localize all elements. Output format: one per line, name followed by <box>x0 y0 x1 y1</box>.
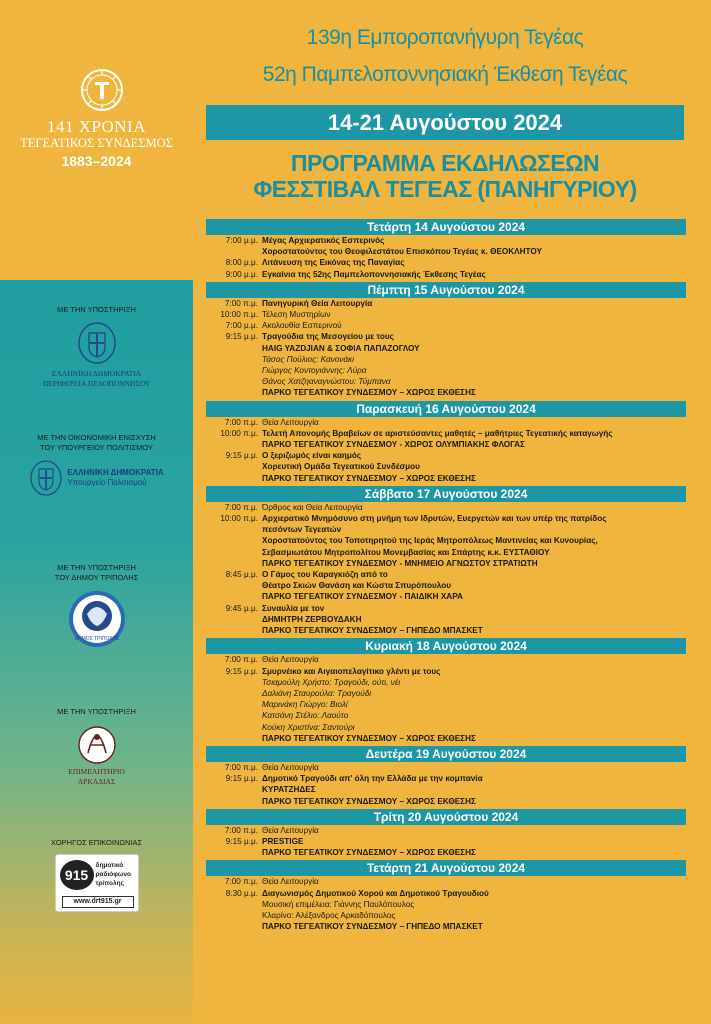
event-row <box>206 513 686 569</box>
event-line: Μουσική επιμέλεια: Γιάννης Παυλόπουλος <box>262 899 415 909</box>
event-time: 10:00 π.μ. <box>220 428 258 438</box>
festival-dates: 14-21 Αυγούστου 2024 <box>206 105 684 140</box>
event-line: Αρχιερατικό Μνημόσυνο στη μνήμη των Ιδρυτών, Ευεργετών και των υπέρ της πατρίδος <box>262 514 607 524</box>
event-details <box>262 773 686 807</box>
event-details <box>262 298 686 309</box>
event-time: 7:00 π.μ. <box>224 762 258 772</box>
event-time: 7:00 π.μ. <box>224 298 258 308</box>
sponsor-label: ΤΟΥ ΥΠΟΥΡΓΕΙΟΥ ΠΟΛΙΤΙΣΜΟΥ <box>40 443 153 453</box>
brand-years: 141 ΧΡΟΝΙΑ <box>47 117 146 136</box>
event-row <box>206 269 686 280</box>
event-line: HAIG YAZDJIAN & ΣΟΦΙΑ ΠΑΠΑΖΟΓΛΟΥ <box>262 343 420 353</box>
day-header: Τετάρτη 14 Αυγούστου 2024 <box>206 219 686 235</box>
arcadia-chamber-logo-icon <box>76 725 118 765</box>
event-time: 7:00 π.μ. <box>224 825 258 835</box>
greek-coat-of-arms-icon <box>77 321 117 365</box>
event-line: Θεία Λειτουργία <box>262 417 319 427</box>
event-line: ΠΑΡΚΟ ΤΕΓΕΑΤΙΚΟΥ ΣΥΝΔΕΣΜΟΥ – ΧΩΡΟΣ ΕΚΘΕΣΗΣ <box>262 388 476 398</box>
event-row <box>206 450 686 484</box>
radio-name: δημοτικό ραδιόφωνο τρίπολης <box>95 862 131 888</box>
event-time: 10:00 π.μ. <box>220 310 258 320</box>
event-line: Κλαρίνο: Αλέξανδρος Αρκαδόπουλος <box>262 910 396 920</box>
event-line: ΠΑΡΚΟ ΤΕΓΕΑΤΙΚΟΥ ΣΥΝΔΕΣΜΟΥ - ΜΝΗΜΕΙΟ ΑΓΝΩΣΤΟΥ ΣΤΡΑΤΙΩΤΗ <box>262 558 538 568</box>
event-line: Γιώργος Κοντογιάννης: Λύρα <box>262 366 367 376</box>
event-row <box>206 309 686 320</box>
event-time: 8:30 μ.μ. <box>225 888 258 898</box>
event-details <box>262 450 686 484</box>
event-row <box>206 235 686 257</box>
tegea-association-logo-icon <box>80 68 124 112</box>
day-header: Τετάρτη 21 Αυγούστου 2024 <box>206 860 686 876</box>
sidebar <box>0 0 193 1024</box>
emblem-text: ΔΗΜΟΣ ΤΡΙΠΟΛΗΣ <box>74 636 119 643</box>
sponsor-sub: ΕΠΙΜΕΛΗΤΗΡΙΟ <box>68 767 125 777</box>
program-subheading: ΦΕΣΣΤΙΒΑΛ ΤΕΓΕΑΣ (ΠΑΝΗΓΥΡΙΟΥ) <box>253 176 637 202</box>
event-row <box>206 836 686 858</box>
event-time: 8:45 μ.μ. <box>225 570 258 580</box>
event-line: Κατσάνη Στέλιο: Λαούτο <box>262 711 349 721</box>
event-details <box>262 257 686 268</box>
event-line: Τσιαμούλη Χρήστο: Τραγούδι, ούτι, νέι <box>262 677 401 687</box>
event-time: 7:00 π.μ. <box>224 502 258 512</box>
event-time: 9:15 μ.μ. <box>225 332 258 342</box>
event-line: Εγκαίνια της 52ης Παμπελοποννησιακής Έκθεσης Τεγέας <box>262 269 486 279</box>
event-details <box>262 569 686 603</box>
event-details <box>262 825 686 836</box>
event-line: Όρθρος και Θεία Λειτουργία <box>262 502 363 512</box>
event-time: 7:00 μ.μ. <box>225 236 258 245</box>
event-time: 9:45 μ.μ. <box>225 603 258 613</box>
event-details <box>262 502 686 513</box>
day-header: Δευτέρα 19 Αυγούστου 2024 <box>206 746 686 762</box>
day-header: Τρίτη 20 Αυγούστου 2024 <box>206 809 686 825</box>
event-details <box>262 762 686 773</box>
event-line: ΠΑΡΚΟ ΤΕΓΕΑΤΙΚΟΥ ΣΥΝΔΕΣΜΟΥ – ΧΩΡΟΣ ΕΚΘΕΣΗΣ <box>262 473 476 483</box>
event-line: Συναυλία με τον <box>262 603 325 613</box>
sponsor-label: ΜΕ ΤΗΝ ΥΠΟΣΤΗΡΙΞΗ <box>57 707 136 716</box>
sponsor-label: ΤΟΥ ΔΗΜΟΥ ΤΡΙΠΟΛΗΣ <box>54 573 139 583</box>
sponsor-label: ΜΕ ΤΗΝ ΥΠΟΣΤΗΡΙΞΗ <box>57 305 136 314</box>
event-line: Θεία Λειτουργία <box>262 825 319 835</box>
event-row <box>206 569 686 603</box>
event-details <box>262 428 686 450</box>
event-line: ΔΗΜΗΤΡΗ ΖΕΡΒΟΥΔΑΚΗ <box>262 614 362 624</box>
event-line: Σεβασμιωτάτου Μητροπολίτου Μονεμβασίας και Σπάρτης κ.κ. ΕΥΣΤΑΘΙΟΥ <box>262 547 550 557</box>
event-line: ΚΥΡΑΤΖΗΔΕΣ <box>262 785 316 795</box>
festival-title: 139η Εμποροπανήγυρη Τεγέας <box>306 26 584 49</box>
event-line: Θέατρο Σκιών Θανάση και Κώστα Σπυρόπουλου <box>262 581 451 591</box>
event-row <box>206 502 686 513</box>
event-time: 9:00 μ.μ. <box>225 269 258 279</box>
sponsor-label: ΜΕ ΤΗΝ ΥΠΟΣΤΗΡΙΞΗ <box>57 563 136 572</box>
event-row <box>206 603 686 637</box>
event-time: 9:15 μ.μ. <box>225 451 258 461</box>
event-line: Δαλιάνη Σταυρούλα: Τραγούδι <box>262 688 372 698</box>
event-line: Θεία Λειτουργία <box>262 762 319 772</box>
event-line: Τραγούδια της Μεσογείου με τους <box>262 332 394 342</box>
event-line: ΠΑΡΚΟ ΤΕΓΕΑΤΙΚΟΥ ΣΥΝΔΕΣΜΟΥ – ΧΩΡΟΣ ΕΚΘΕΣΗΣ <box>262 796 476 806</box>
event-line: Λιτάνευση της Εικόνας της Παναγίας <box>262 258 405 268</box>
event-row <box>206 666 686 744</box>
sponsor-label: ΜΕ ΤΗΝ ΟΙΚΟΝΟΜΙΚΗ ΕΝΙΣΧΥΣΗ <box>37 433 156 442</box>
event-details <box>262 666 686 744</box>
event-line: Διαγωνισμός Δημοτικού Χορού και Δημοτικού Τραγουδιού <box>262 888 489 898</box>
event-line: ΠΑΡΚΟ ΤΕΓΕΑΤΙΚΟΥ ΣΥΝΔΕΣΜΟΥ – ΓΗΠΕΔΟ ΜΠΑΣΚΕΤ <box>262 922 483 932</box>
event-line: ΠΑΡΚΟ ΤΕΓΕΑΤΙΚΟΥ ΣΥΝΔΕΣΜΟΥ – ΧΩΡΟΣ ΕΚΘΕΣΗΣ <box>262 848 476 858</box>
event-time: 8:00 μ.μ. <box>225 258 258 268</box>
event-details <box>262 876 686 887</box>
sponsor-sub: ΠΕΡΙΦΕΡΕΙΑ ΠΕΛΟΠΟΝΝΗΣΟΥ <box>42 378 151 388</box>
brand-dates: 1883–2024 <box>61 153 132 169</box>
event-details <box>262 513 686 569</box>
sponsor-radio-915 <box>0 838 193 912</box>
day-header: Πέμπτη 15 Αυγούστου 2024 <box>206 282 686 298</box>
event-details <box>262 654 686 665</box>
event-row <box>206 298 686 309</box>
event-line: Χοροστατούντος του Θεοφιλεστάτου Επισκόπου Τεγέας κ. ΘΕΟΚΛΗΤΟΥ <box>262 247 543 257</box>
exhibition-title: 52η Παμπελοποννησιακή Έκθεση Τεγέας <box>262 63 628 86</box>
event-line: Τέλεση Μυστηρίων <box>262 310 331 320</box>
event-line: Ο ξεριζωμός είναι καημός <box>262 451 362 461</box>
event-details <box>262 320 686 331</box>
day-header: Παρασκευή 16 Αυγούστου 2024 <box>206 401 686 417</box>
day-header: Σάββατο 17 Αυγούστου 2024 <box>206 486 686 502</box>
event-row <box>206 428 686 450</box>
event-details <box>262 309 686 320</box>
event-time: 7:00 π.μ. <box>224 655 258 665</box>
event-details <box>262 888 686 933</box>
event-line: ΠΑΡΚΟ ΤΕΓΕΑΤΙΚΟΥ ΣΥΝΔΕΣΜΟΥ - ΧΩΡΟΣ ΟΛΥΜΠΙΑΚΗΣ ΦΛΟΓΑΣ <box>262 440 525 450</box>
event-line: Χοροστατούντος του Τοποτηρητού της Ιεράς Μητροπόλεως Μαντινείας και Κυνουρίας, <box>262 536 598 546</box>
sponsor-sub: Υπουργείο Πολιτισμού <box>67 478 147 488</box>
sponsor-arcadia-chamber <box>0 707 193 787</box>
event-line: Δημοτικό Τραγούδι απ' όλη την Ελλάδα με την κομπανία <box>262 774 483 784</box>
event-details <box>262 603 686 637</box>
event-line: Κούκη Χριστίνα: Σαντούρι <box>262 722 355 732</box>
event-details <box>262 331 686 398</box>
day-header: Κυριακή 18 Αυγούστου 2024 <box>206 638 686 654</box>
event-details <box>262 417 686 428</box>
event-line: Πανηγυρική Θεία Λειτουργία <box>262 298 373 308</box>
event-line: Θάνος Χατζηαναγνώστου: Τύμπανα <box>262 377 391 387</box>
event-line: ΠΑΡΚΟ ΤΕΓΕΑΤΙΚΟΥ ΣΥΝΔΕΣΜΟΥ – ΧΩΡΟΣ ΕΚΘΕΣΗΣ <box>262 733 476 743</box>
event-line: Ακολουθία Εσπερινού <box>262 321 342 331</box>
event-time: 9:15 μ.μ. <box>225 774 258 784</box>
radio-url: www.drt915.gr <box>62 896 134 908</box>
event-row <box>206 320 686 331</box>
sidebar-gradient <box>0 280 193 1024</box>
event-line: Τάσος Πούλιος: Κανονάκι <box>262 354 354 364</box>
event-time: 9:15 μ.μ. <box>225 836 258 846</box>
ministry-logo <box>0 459 193 497</box>
event-line: ΠΑΡΚΟ ΤΕΓΕΑΤΙΚΟΥ ΣΥΝΔΕΣΜΟΥ - ΠΑΙΔΙΚΗ ΧΑΡΑ <box>262 592 463 602</box>
program-heading: ΠΡΟΓΡΑΜΜΑ ΕΚΔΗΛΩΣΕΩΝ <box>290 150 600 176</box>
event-line: PRESTIGE <box>262 836 304 846</box>
event-row <box>206 888 686 933</box>
event-details <box>262 269 686 280</box>
event-row <box>206 762 686 773</box>
event-line: Τελετή Απονομής Βραβείων σε αριστεύσαντες μαθητές – μαθήτριες Τεγεατικής καταγωγής <box>262 428 613 438</box>
sponsor-sub: ΕΛΛΗΝΙΚΗ ΔΗΜΟΚΡΑΤΙΑ <box>67 467 164 477</box>
sponsor-label: ΧΟΡΗΓΟΣ ΕΠΙΚΟΙΝΩΝΙΑΣ <box>50 838 143 847</box>
event-line: Θεία Λειτουργία <box>262 877 319 887</box>
event-line: Μέγας Αρχιερατικός Εσπερινός <box>262 236 385 245</box>
radio-logo <box>55 854 139 912</box>
event-time: 7:00 π.μ. <box>224 417 258 427</box>
event-row <box>206 773 686 807</box>
event-schedule <box>206 217 686 932</box>
event-line: ΠΑΡΚΟ ΤΕΓΕΑΤΙΚΟΥ ΣΥΝΔΕΣΜΟΥ – ΓΗΠΕΔΟ ΜΠΑΣΚΕΤ <box>262 626 483 636</box>
event-time: 7:00 π.μ. <box>224 877 258 887</box>
event-time: 7:00 μ.μ. <box>225 321 258 331</box>
brand-name: ΤΕΓΕΑΤΙΚΟΣ ΣΥΝΔΕΣΜΟΣ <box>20 136 173 150</box>
event-details <box>262 836 686 858</box>
event-line: Σμυρνέικο και Αιγαιοπελαγίτικο γλέντι με τους <box>262 666 441 676</box>
event-line: Χορευτική Ομάδα Τεγεατικού Συνδέσμου <box>262 462 420 472</box>
sponsor-tripoli-municipality <box>0 563 193 649</box>
event-row <box>206 654 686 665</box>
radio-frequency: 915 <box>60 860 94 890</box>
greek-coat-of-arms-icon <box>29 459 63 497</box>
sponsor-peloponnese-region <box>0 305 193 389</box>
event-time: 10:00 π.μ. <box>220 514 258 524</box>
sponsor-sub: ΑΡΚΑΔΙΑΣ <box>77 776 116 786</box>
event-row <box>206 417 686 428</box>
event-row <box>206 825 686 836</box>
sponsor-ministry-culture <box>0 433 193 497</box>
event-details <box>262 235 686 257</box>
tripoli-municipality-emblem-icon <box>67 589 127 649</box>
event-line: πεσόντων Τεγεατών <box>262 525 342 535</box>
event-row <box>206 257 686 268</box>
event-line: Ο Γάμος του Καραγκιόζη από το <box>262 570 388 580</box>
event-row <box>206 876 686 887</box>
event-line: Μαρινάκη Γιώργο: Βιολί <box>262 700 348 710</box>
sponsor-sub: ΕΛΛΗΝΙΚΗ ΔΗΜΟΚΡΑΤΙΑ <box>51 369 142 379</box>
event-row <box>206 331 686 398</box>
event-time: 9:15 μ.μ. <box>225 666 258 676</box>
event-line: Θεία Λειτουργία <box>262 655 319 665</box>
